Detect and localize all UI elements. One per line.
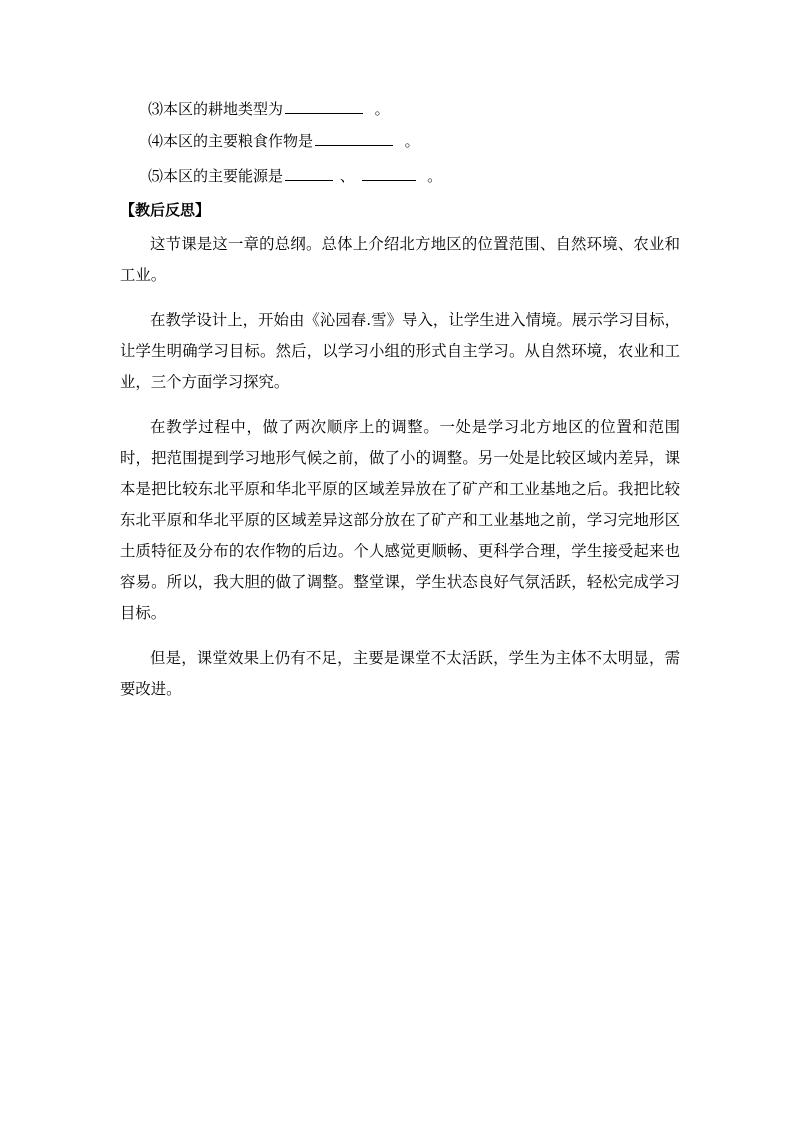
question-5-blank-1 bbox=[285, 165, 333, 181]
question-4-blank bbox=[315, 130, 393, 146]
question-3-end: 。 bbox=[374, 100, 390, 118]
question-4-text: ⑷本区的主要粮食作物是 bbox=[148, 132, 314, 150]
question-5-text: ⑸本区的主要能源是 bbox=[148, 167, 284, 185]
reflection-paragraph-2: 在教学设计上，开始由《沁园春.雪》导入，让学生进入情境。展示学习目标，让学生明确学习目标。然后，以学习小组的形式自主学习。从自然环境，农业和工业，三个方面学习探究。 bbox=[120, 311, 680, 391]
question-4-end: 。 bbox=[404, 132, 420, 150]
question-5-blank-2 bbox=[362, 165, 416, 181]
question-5 bbox=[148, 165, 442, 186]
question-3-text: ⑶本区的耕地类型为 bbox=[148, 100, 284, 118]
question-3-blank bbox=[285, 98, 363, 114]
reflection-paragraph-1: 这节课是这一章的总纲。总体上介绍北方地区的位置范围、自然环境、农业和工业。 bbox=[120, 235, 680, 284]
question-3 bbox=[148, 98, 390, 119]
question-5-end: 。 bbox=[427, 167, 443, 185]
reflection-paragraph-4: 但是，课堂效果上仍有不足，主要是课堂不太活跃，学生为主体不太明显，需要改进。 bbox=[120, 649, 680, 698]
question-4 bbox=[148, 130, 420, 151]
reflection-heading: 【教后反思】 bbox=[120, 201, 211, 219]
reflection-paragraph-3: 在教学过程中，做了两次顺序上的调整。一处是学习北方地区的位置和范围时，把范围提到学习地形气候之前，做了小的调整。另一处是比较区域内差异，课本是把比较东北平原和华北平原的区域差异放在了矿产和工业基地之后。我把比较东北平原和华北平原的区域差异这部分放在了矿产和工业基地之前，学习完地形区土质特征及分布的农作物的后边。个人感觉更顺畅、更科学合理，学生接受起来也容易。所以，我大胆的做了调整。整堂课，学生状态良好气氛活跃，轻松完成学习目标。 bbox=[120, 418, 680, 622]
question-5-separator: 、 bbox=[339, 167, 355, 185]
